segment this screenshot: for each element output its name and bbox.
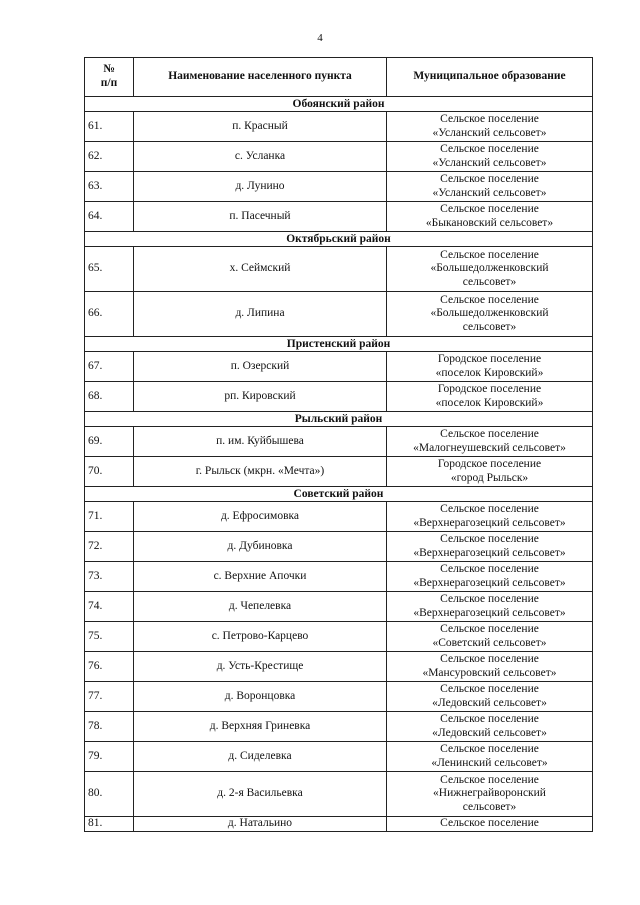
municipality-line: «Ледовский сельсовет» [432, 696, 547, 709]
table-header-row [85, 58, 593, 97]
table-row [85, 817, 593, 832]
row-number: 70. [85, 457, 134, 487]
district-name: Рыльский район [85, 412, 593, 427]
municipality-line: Сельское поселение [440, 427, 539, 440]
municipality-line: «Большедолженковский [430, 262, 549, 275]
table-row [85, 772, 593, 817]
table-row [85, 247, 593, 292]
table-row [85, 622, 593, 652]
municipality-line: «Малогнеушевский сельсовет» [413, 441, 566, 454]
municipality-line: Сельское поселение [440, 817, 539, 830]
row-number: 71. [85, 502, 134, 532]
municipality-line: «Ледовский сельсовет» [432, 726, 547, 739]
row-number: 64. [85, 202, 134, 232]
table-row [85, 427, 593, 457]
header-municipality: Муниципальное образование [387, 58, 593, 97]
row-number: 66. [85, 292, 134, 337]
district-name: Обоянский район [85, 97, 593, 112]
row-number: 81. [85, 817, 134, 832]
municipality-line: Сельское поселение [440, 112, 539, 125]
row-number: 79. [85, 742, 134, 772]
municipality-line: Сельское поселение [440, 293, 539, 306]
settlement-name: д. Дубиновка [134, 532, 387, 562]
settlement-name: д. Липина [134, 292, 387, 337]
page-number: 4 [317, 32, 323, 44]
municipality-cell [387, 172, 593, 202]
settlement-name: с. Усланка [134, 142, 387, 172]
row-number: 69. [85, 427, 134, 457]
table-row [85, 712, 593, 742]
municipality-line: «Усланский сельсовет» [432, 186, 547, 199]
municipality-line: Сельское поселение [440, 712, 539, 725]
settlement-name: д. Верхняя Гриневка [134, 712, 387, 742]
settlement-name: п. Пасечный [134, 202, 387, 232]
header-number: № п/п [85, 58, 134, 97]
district-name: Октябрьский район [85, 232, 593, 247]
municipality-line: Сельское поселение [440, 562, 539, 575]
municipality-line: Сельское поселение [440, 742, 539, 755]
municipality-line: сельсовет» [462, 800, 517, 813]
table-body [85, 97, 593, 832]
settlement-name: с. Петрово-Карцево [134, 622, 387, 652]
row-number: 72. [85, 532, 134, 562]
municipality-line: «Ленинский сельсовет» [431, 756, 548, 769]
district-name: Советский район [85, 487, 593, 502]
row-number: 76. [85, 652, 134, 682]
settlement-name: п. Озерский [134, 352, 387, 382]
municipality-line: Сельское поселение [440, 172, 539, 185]
municipality-line: «город Рыльск» [450, 471, 529, 484]
municipality-line: «Усланский сельсовет» [432, 156, 547, 169]
municipality-cell [387, 592, 593, 622]
municipality-line: Сельское поселение [440, 652, 539, 665]
district-row [85, 412, 593, 427]
municipality-line: Городское поселение [437, 382, 542, 395]
municipality-line: Сельское поселение [440, 202, 539, 215]
table-row [85, 202, 593, 232]
settlement-name: д. 2-я Васильевка [134, 772, 387, 817]
municipality-line: «Советский сельсовет» [432, 636, 547, 649]
table-row [85, 562, 593, 592]
municipality-line: Сельское поселение [440, 502, 539, 515]
row-number: 73. [85, 562, 134, 592]
municipality-line: «Большедолженковский [430, 307, 549, 320]
table-row [85, 112, 593, 142]
district-row [85, 337, 593, 352]
municipality-cell [387, 457, 593, 487]
municipality-line: Сельское поселение [440, 773, 539, 786]
row-number: 80. [85, 772, 134, 817]
municipality-line: Городское поселение [437, 457, 542, 470]
municipality-cell [387, 532, 593, 562]
municipality-line: «Мансуровский сельсовет» [422, 666, 557, 679]
row-number: 65. [85, 247, 134, 292]
municipality-cell [387, 382, 593, 412]
header-settlement: Наименование населенного пункта [134, 58, 387, 97]
settlement-name: рп. Кировский [134, 382, 387, 412]
municipality-line: «Усланский сельсовет» [432, 126, 547, 139]
municipality-cell [387, 142, 593, 172]
row-number: 67. [85, 352, 134, 382]
row-number: 68. [85, 382, 134, 412]
table-row [85, 742, 593, 772]
municipality-cell [387, 352, 593, 382]
municipality-line: «поселок Кировский» [435, 366, 544, 379]
row-number: 78. [85, 712, 134, 742]
municipality-line: Сельское поселение [440, 532, 539, 545]
municipality-cell [387, 247, 593, 292]
municipality-cell [387, 772, 593, 817]
district-row [85, 97, 593, 112]
municipality-line: сельсовет» [462, 320, 517, 333]
municipality-line: «Верхнерагозецкий сельсовет» [413, 516, 566, 529]
municipality-line: Сельское поселение [440, 248, 539, 261]
settlement-name: с. Верхние Апочки [134, 562, 387, 592]
row-number: 63. [85, 172, 134, 202]
municipality-cell [387, 502, 593, 532]
table-row [85, 142, 593, 172]
municipality-line: «Верхнерагозецкий сельсовет» [413, 546, 566, 559]
table-row [85, 592, 593, 622]
municipality-cell [387, 742, 593, 772]
settlement-name: д. Ефросимовка [134, 502, 387, 532]
municipality-cell [387, 292, 593, 337]
municipality-line: Сельское поселение [440, 622, 539, 635]
municipality-cell [387, 622, 593, 652]
settlement-name: г. Рыльск (мкрн. «Мечта») [134, 457, 387, 487]
municipality-cell [387, 682, 593, 712]
municipality-line: «Верхнерагозецкий сельсовет» [413, 606, 566, 619]
row-number: 61. [85, 112, 134, 142]
district-name: Пристенский район [85, 337, 593, 352]
table-row [85, 292, 593, 337]
settlement-name: д. Сиделевка [134, 742, 387, 772]
municipality-cell [387, 112, 593, 142]
municipality-line: Сельское поселение [440, 682, 539, 695]
municipality-cell [387, 202, 593, 232]
municipality-line: Сельское поселение [440, 592, 539, 605]
settlements-table [84, 57, 593, 832]
settlement-name: х. Сеймский [134, 247, 387, 292]
row-number: 77. [85, 682, 134, 712]
district-row [85, 232, 593, 247]
table-row [85, 352, 593, 382]
district-row [85, 487, 593, 502]
settlement-name: д. Воронцовка [134, 682, 387, 712]
municipality-line: Сельское поселение [440, 142, 539, 155]
municipality-line: «поселок Кировский» [435, 396, 544, 409]
municipality-line: «Быкановский сельсовет» [425, 216, 554, 229]
settlement-name: п. им. Куйбышева [134, 427, 387, 457]
municipality-cell [387, 712, 593, 742]
row-number: 62. [85, 142, 134, 172]
municipality-line: «Верхнерагозецкий сельсовет» [413, 576, 566, 589]
table-row [85, 457, 593, 487]
table-row [85, 652, 593, 682]
table-row [85, 682, 593, 712]
settlement-name: д. Натальино [134, 817, 387, 832]
municipality-line: «Нижнеграйворонский [433, 787, 546, 800]
settlement-name: д. Усть-Крестище [134, 652, 387, 682]
table-row [85, 172, 593, 202]
table-row [85, 502, 593, 532]
table-row [85, 532, 593, 562]
municipality-cell [387, 817, 593, 832]
municipality-cell [387, 562, 593, 592]
settlement-name: д. Лунино [134, 172, 387, 202]
municipality-cell [387, 652, 593, 682]
municipality-cell [387, 427, 593, 457]
settlement-name: п. Красный [134, 112, 387, 142]
settlement-name: д. Чепелевка [134, 592, 387, 622]
municipality-line: сельсовет» [462, 275, 517, 288]
row-number: 74. [85, 592, 134, 622]
row-number: 75. [85, 622, 134, 652]
municipality-line: Городское поселение [437, 352, 542, 365]
table-row [85, 382, 593, 412]
